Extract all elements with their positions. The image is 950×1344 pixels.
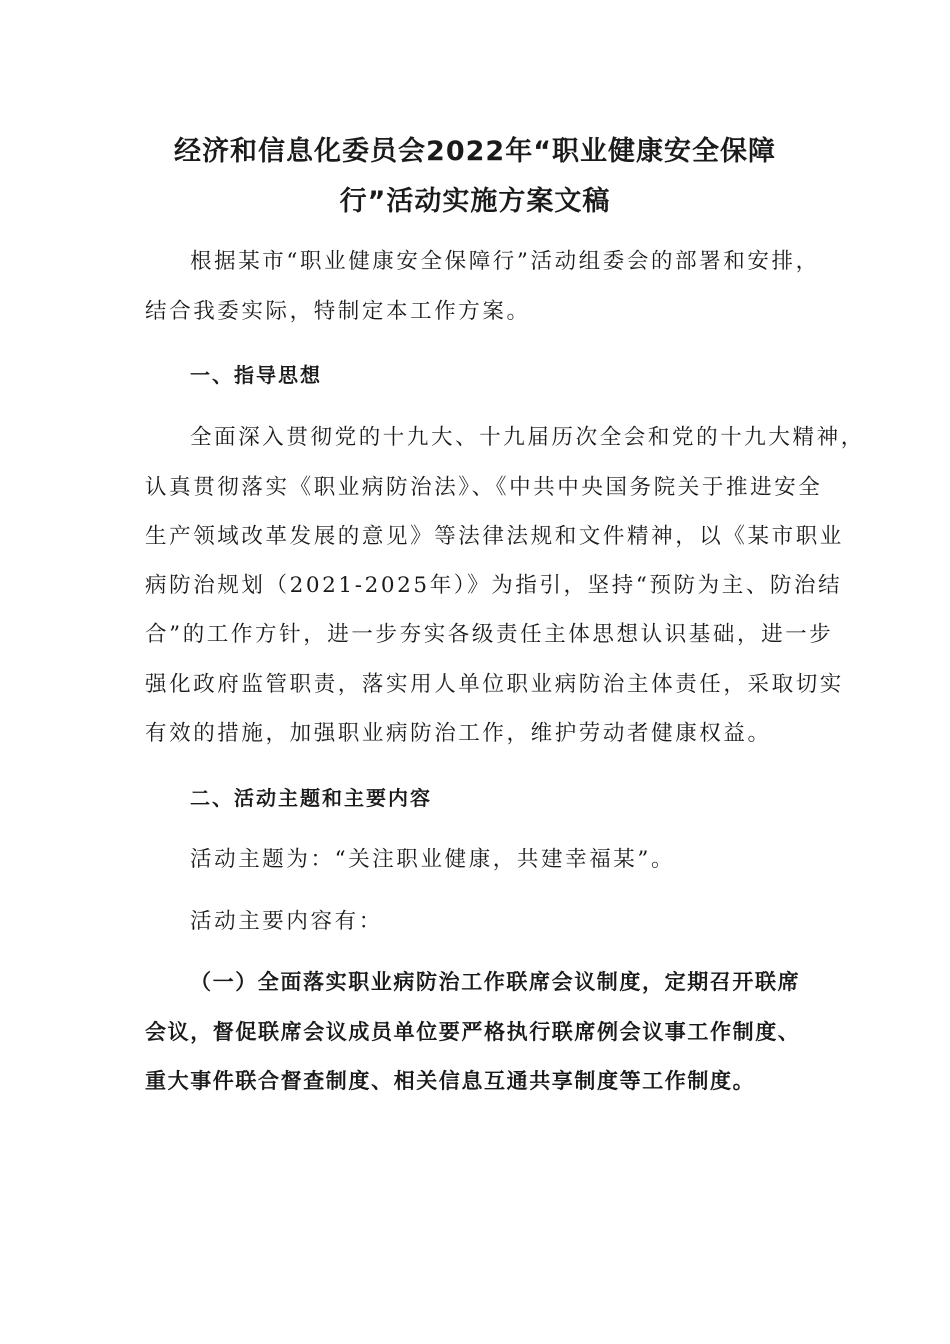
section-2-heading: 二、活动主题和主要内容: [190, 786, 432, 810]
intro-paragraph-line-2: 结合我委实际，特制定本工作方案。: [145, 299, 531, 324]
activity-theme-line: 活动主题为：“关注职业健康，共建幸福某”。: [190, 847, 676, 872]
document-title-line-2: 行”活动实施方案文稿: [339, 186, 611, 217]
item-1-line-1: （一）全面落实职业病防治工作联席会议制度，定期召开联席: [190, 970, 801, 994]
section-1-heading: 一、指导思想: [190, 363, 322, 387]
section-1-line-2: 认真贯彻落实《职业病防治法》、《中共中央国务院关于推进安全: [145, 475, 823, 500]
document-title-line-1: 经济和信息化委员会2022年“职业健康安全保障: [174, 136, 776, 167]
section-1-line-6: 强化政府监管职责，落实用人单位职业病防治主体责任，采取切实: [145, 672, 844, 697]
section-1-line-4: 病防治规划（2021-2025年）》为指引，坚持“预防为主、防治结: [145, 573, 843, 598]
item-1-line-3: 重大事件联合督查制度、相关信息互通共享制度等工作制度。: [145, 1069, 756, 1093]
intro-paragraph-line-1: 根据某市“职业健康安全保障行”活动组委会的部署和安排，: [190, 249, 820, 274]
section-1-line-5: 合”的工作方针，进一步夯实各级责任主体思想认识基础，进一步: [145, 622, 834, 647]
section-1-line-3: 生产领域改革发展的意见》等法律法规和文件精神，以《某市职业: [145, 524, 844, 549]
section-1-line-7: 有效的措施，加强职业病防治工作，维护劳动者健康权益。: [145, 721, 772, 746]
section-1-line-1: 全面深入贯彻党的十九大、十九届历次全会和党的十九大精神，: [190, 425, 865, 450]
activity-content-intro: 活动主要内容有：: [190, 909, 383, 934]
item-1-line-2: 会议，督促联席会议成员单位要严格执行联席例会议事工作制度、: [145, 1020, 801, 1044]
